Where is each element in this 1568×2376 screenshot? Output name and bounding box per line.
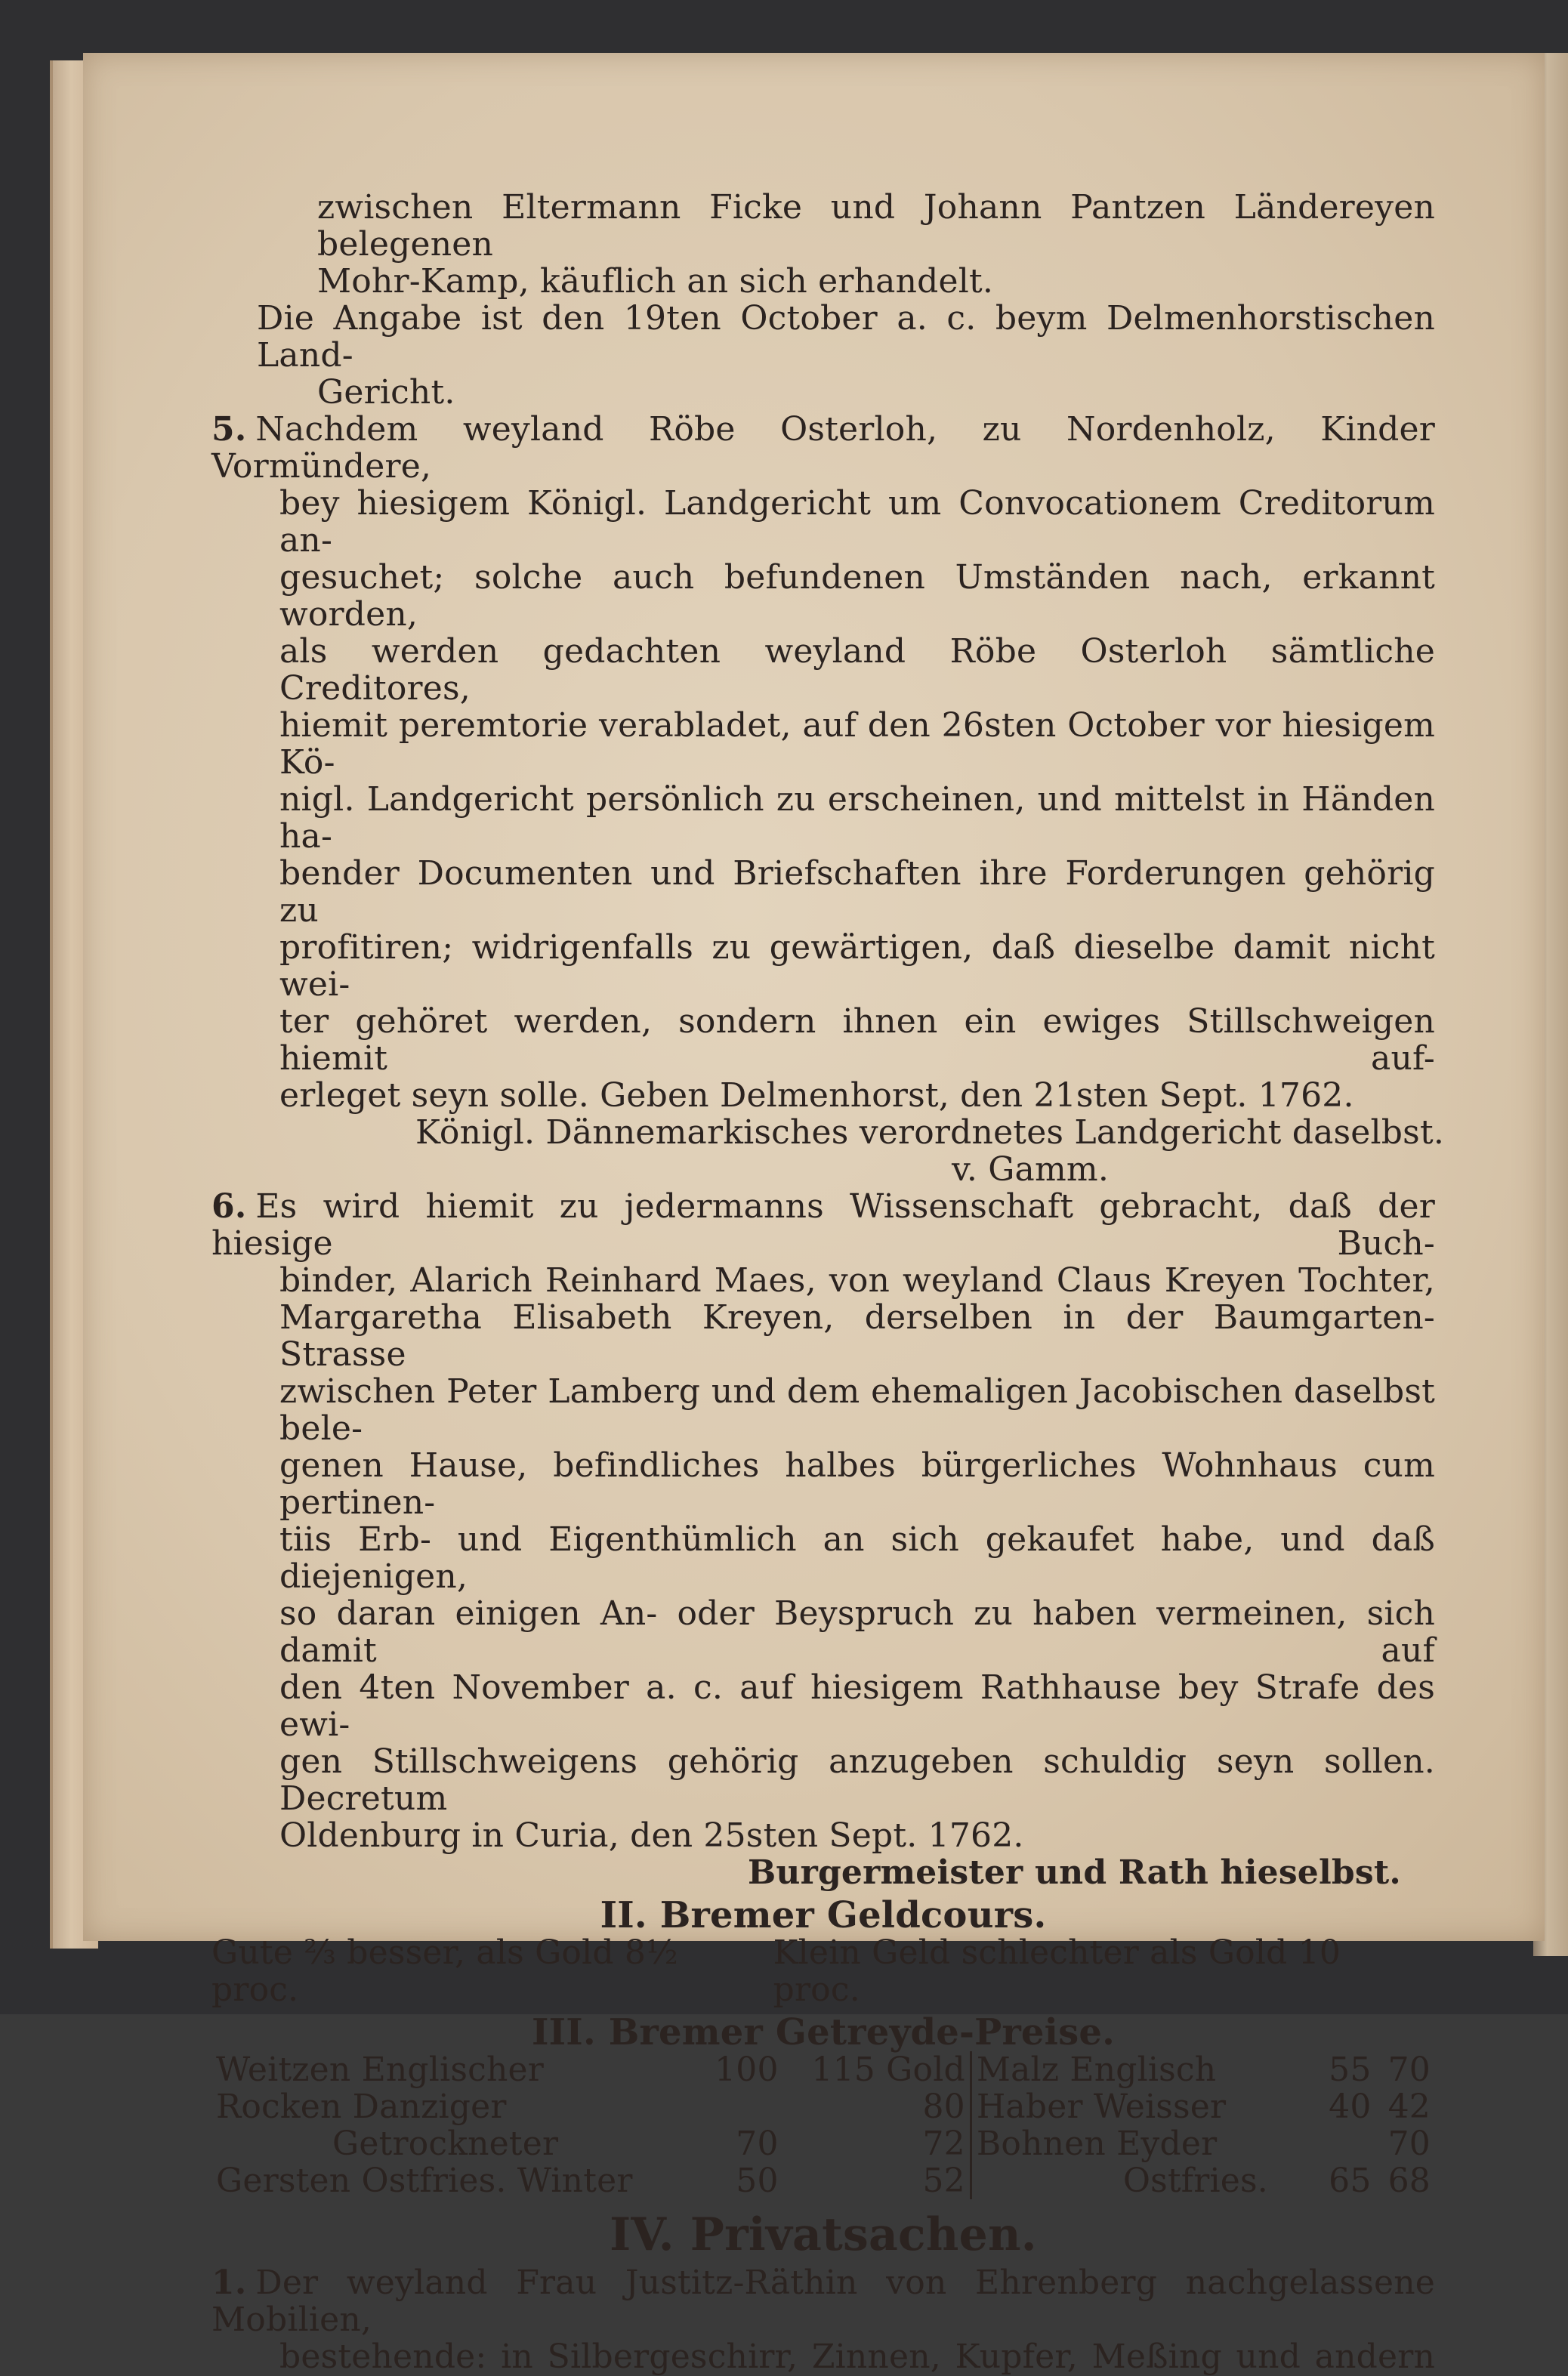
table-cell: Getrockneter bbox=[332, 2125, 559, 2163]
section-heading: III. Bremer Getreyde-Preise. bbox=[532, 2011, 1115, 2054]
text-line: zwischen Peter Lamberg und dem ehemaligen Jacobischen daselbst bele- bbox=[279, 1372, 1435, 1448]
text-line: ter gehöret werden, sondern ihnen ein ewiges Stillschweigen hiemit auf- bbox=[279, 1002, 1435, 1078]
text-line: den 4ten November a. c. auf hiesigem Rathhause bey Strafe des ewi- bbox=[279, 1668, 1435, 1744]
text-line: bender Documenten und Briefschaften ihre Forderungen gehörig zu bbox=[279, 854, 1435, 930]
section-geldcours bbox=[211, 1894, 1435, 2009]
section-getreyde-preise bbox=[216, 2011, 1435, 2200]
text-line: Mohr-Kamp, käuflich an sich erhandelt. bbox=[317, 262, 994, 301]
table-cell: 68 bbox=[1387, 2162, 1431, 2200]
text-line: Nachdem weyland Röbe Osterloh, zu Nordenholz, Kinder Vormündere, bbox=[211, 410, 1435, 486]
table-cell: Bohnen Eyder bbox=[976, 2125, 1218, 2163]
text-line: gen Stillschweigens gehörig anzugeben schuldig seyn sollen. Decretum bbox=[279, 1742, 1435, 1818]
table-cell bbox=[699, 2088, 783, 2125]
text-line: nigl. Landgericht persönlich zu erscheinen, und mittelst in Händen ha- bbox=[279, 780, 1435, 856]
text-line: Oldenburg in Curia, den 25sten Sept. 1762. bbox=[279, 1816, 1024, 1855]
text-line: genen Hause, befindliches halbes bürgerliches Wohnhaus cum pertinen- bbox=[279, 1446, 1435, 1522]
text-line: erleget seyn solle. Geben Delmenhorst, den 21sten Sept. 1762. bbox=[279, 1076, 1354, 1115]
table-cell: Gersten Ostfries. Winter bbox=[216, 2162, 633, 2200]
table-cell: 115 Gold bbox=[811, 2050, 965, 2089]
table-cell: Rocken Danziger bbox=[216, 2087, 507, 2126]
text-line: bey hiesigem Königl. Landgericht um Convocationem Creditorum an- bbox=[279, 484, 1435, 560]
text-line: als werden gedachten weyland Röbe Osterloh sämtliche Creditores, bbox=[279, 632, 1435, 708]
table-cell bbox=[1316, 2125, 1375, 2162]
table-row bbox=[211, 2088, 1435, 2125]
table-cell: 80 bbox=[922, 2087, 965, 2126]
signature: Burgermeister und Rath hieselbst. bbox=[748, 1853, 1401, 1892]
signature: v. Gamm. bbox=[952, 1150, 1110, 1189]
table-cell: 50 bbox=[736, 2162, 779, 2200]
authority-line: Königl. Dännemarkisches verordnetes Landgericht daselbst. bbox=[415, 1113, 1445, 1152]
table-cell: 70 bbox=[1387, 2050, 1431, 2089]
text-line: gesuchet; solche auch befundenen Umständen nach, erkannt worden, bbox=[279, 558, 1435, 634]
table-cell: 42 bbox=[1387, 2087, 1431, 2126]
table-cell: Ostfries. bbox=[1122, 2162, 1268, 2200]
price-table bbox=[211, 2051, 1435, 2199]
table-cell: 52 bbox=[922, 2162, 965, 2200]
page-text bbox=[211, 188, 1445, 2376]
table-cell: 55 bbox=[1329, 2050, 1372, 2089]
table-cell: Haber Weisser bbox=[976, 2087, 1227, 2126]
table-cell: 65 bbox=[1329, 2162, 1372, 2200]
paragraph-number: 6. bbox=[211, 1187, 247, 1226]
text-line: binder, Alarich Reinhard Maes, von weyland Claus Kreyen Tochter, bbox=[279, 1261, 1435, 1300]
text-line: Gericht. bbox=[317, 373, 455, 412]
text-line: Margaretha Elisabeth Kreyen, derselben in der Baumgarten-Strasse bbox=[279, 1298, 1435, 1374]
text-line: so daran einigen An- oder Beyspruch zu haben vermeinen, sich damit auf bbox=[279, 1594, 1435, 1670]
table-row bbox=[211, 2125, 1435, 2162]
table-cell: 70 bbox=[1387, 2125, 1431, 2163]
table-row bbox=[211, 2162, 1435, 2199]
paragraph-6 bbox=[211, 1187, 1435, 1892]
table-cell: 100 bbox=[715, 2050, 779, 2089]
paragraph-5 bbox=[211, 410, 1445, 1189]
text-line: bestehende: in Silbergeschirr, Zinnen, Kupfer, Meßing und andern bbox=[279, 2337, 1435, 2376]
table-cell: 40 bbox=[1329, 2087, 1372, 2126]
text-line: Der weyland Frau Justitz-Räthin von Ehrenberg nachgelassene Mobilien, bbox=[211, 2263, 1435, 2339]
geldcours-left: Gute ⅔ besser, als Gold 8½ proc. bbox=[211, 1933, 678, 2009]
text-line: hiemit peremtorie verabladet, auf den 26sten October vor hiesigem Kö- bbox=[279, 706, 1435, 782]
table-cell: Weitzen Englischer bbox=[216, 2050, 544, 2089]
section-heading: IV. Privatsachen. bbox=[610, 2208, 1037, 2261]
text-line: Es wird hiemit zu jedermanns Wissenschaft gebracht, daß der hiesige Buch- bbox=[211, 1187, 1435, 1263]
geldcours-right: Klein Geld schlechter als Gold 10 proc. bbox=[773, 1933, 1341, 2009]
text-line: profitiren; widrigenfalls zu gewärtigen, daß dieselbe damit nicht wei- bbox=[279, 928, 1435, 1004]
table-row bbox=[211, 2051, 1435, 2088]
table-cell: 70 bbox=[736, 2125, 779, 2163]
text-line: Die Angabe ist den 19ten October a. c. beym Delmenhorstischen Land- bbox=[257, 299, 1435, 375]
table-cell: 72 bbox=[922, 2125, 965, 2163]
text-line: tiis Erb- und Eigenthümlich an sich gekaufet habe, und daß diejenigen, bbox=[279, 1520, 1435, 1596]
paragraph-number: 1. bbox=[211, 2263, 247, 2302]
text-line: zwischen Eltermann Ficke und Johann Pantzen Ländereyen belegenen bbox=[317, 188, 1435, 264]
table-cell: Malz Englisch bbox=[976, 2050, 1217, 2089]
paragraph-number: 5. bbox=[211, 410, 247, 449]
section-heading: II. Bremer Geldcours. bbox=[600, 1894, 1047, 1936]
paragraph-4-tail bbox=[257, 188, 1435, 412]
section-privatsachen bbox=[211, 2208, 1435, 2376]
